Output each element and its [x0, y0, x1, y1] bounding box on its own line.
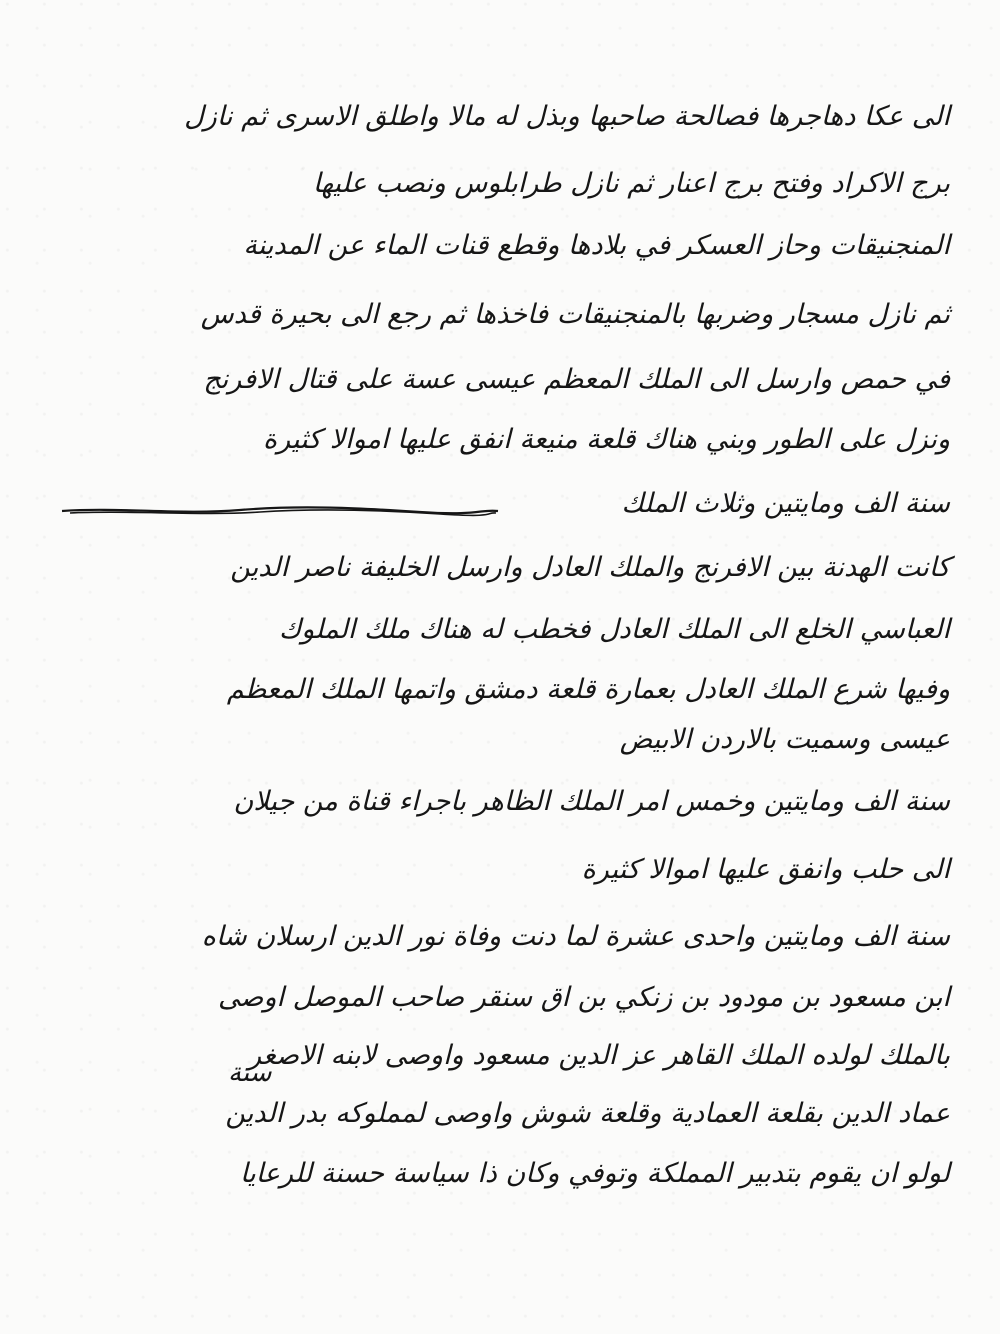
manuscript-line: برج الاكراد وفتح برج اعنار ثم نازل طرابلوس ونصب عليها [312, 168, 950, 199]
manuscript-line: وفيها شرع الملك العادل بعمارة قلعة دمشق واتمها الملك المعظم [226, 674, 950, 705]
manuscript-line: عماد الدين بقلعة العمادية وقلعة شوش واوصى لمملوكه بدر الدين [225, 1098, 950, 1129]
manuscript-text [50, 0, 950, 1334]
manuscript-line: سنة الف ومايتين وثلاث الملك [621, 488, 950, 519]
manuscript-line: الى عكا دهاجرها فصالحة صاحبها وبذل له مالا واطلق الاسرى ثم نازل [184, 101, 950, 132]
manuscript-line: ثم نازل مسجار وضربها بالمنجنيقات فاخذها ثم رجع الى بحيرة قدس [200, 299, 950, 330]
manuscript-line: المنجنيقات وحاز العسكر في بلادها وقطع قنات الماء عن المدينة [243, 230, 950, 261]
manuscript-line: في حمص وارسل الى الملك المعظم عيسى عسة على قتال الافرنج [203, 364, 950, 395]
manuscript-line: كانت الهدنة بين الافرنج والملك العادل وارسل الخليفة ناصر الدين [230, 552, 950, 583]
manuscript-line: ونزل على الطور وبني هناك قلعة منيعة انفق عليها اموالا كثيرة [262, 424, 950, 455]
manuscript-line: سنة الف ومايتين واحدى عشرة لما دنت وفاة نور الدين ارسلان شاه [201, 921, 950, 952]
manuscript-line: ابن مسعود بن مودود بن زنكي بن اق سنقر صاحب الموصل اوصى [218, 982, 950, 1013]
manuscript-line: العباسي الخلع الى الملك العادل فخطب له هناك ملك الملوك [278, 614, 950, 645]
manuscript-line: الى حلب وانفق عليها اموالا كثيرة [581, 854, 950, 885]
manuscript-line: لولو ان يقوم بتدبير المملكة وتوفي وكان ذا سياسة حسنة للرعايا [239, 1158, 950, 1189]
manuscript-line: بالملك لولده الملك القاهر عز الدين مسعود واوصى لابنه الاصغر [248, 1040, 950, 1071]
catchword: سنة [228, 1058, 272, 1088]
manuscript-line: عيسى وسميت بالاردن الابيض [619, 724, 950, 755]
manuscript-line: سنة الف ومايتين وخمس امر الملك الظاهر باجراء قناة من جيلان [233, 786, 950, 817]
strikethrough-mark [60, 504, 500, 518]
